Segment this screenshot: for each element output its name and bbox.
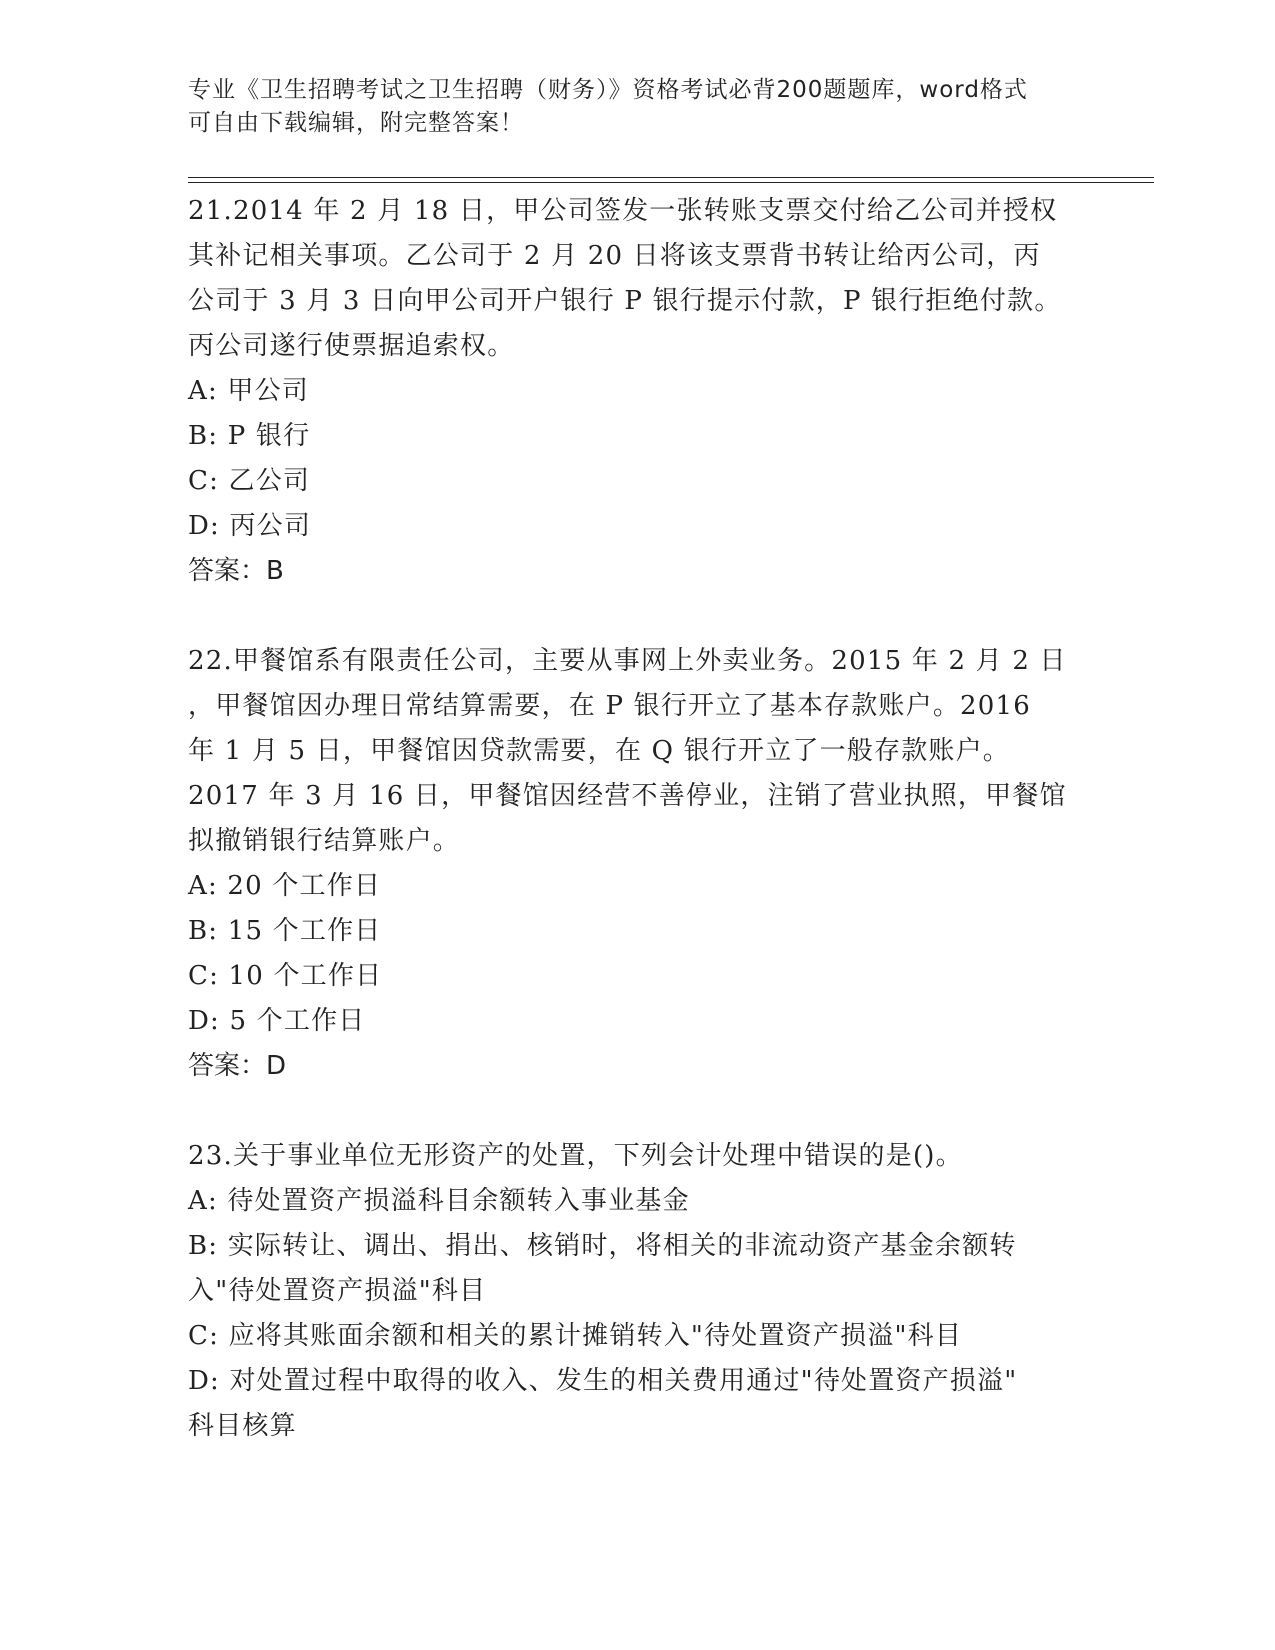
option-d-continued: 科目核算 xyxy=(188,1411,297,1441)
option-a: A: 甲公司 xyxy=(188,376,310,406)
question-stem-line: 公司于 3 月 3 日向甲公司开户银行 P 银行提示付款，P 银行拒绝付款。 xyxy=(188,286,1062,316)
option-d: D: 对处置过程中取得的收入、发生的相关费用通过"待处置资产损溢" xyxy=(188,1366,1018,1396)
header-line: 专业《卫生招聘考试之卫生招聘（财务）》资格考试必背200题题库，word格式 xyxy=(188,77,1028,103)
question-list xyxy=(188,189,1088,1494)
header-divider xyxy=(188,177,1154,178)
option-a: A: 20 个工作日 xyxy=(188,871,382,901)
option-c: C: 应将其账面余额和相关的累计摊销转入"待处置资产损溢"科目 xyxy=(188,1321,963,1351)
answer-key: 答案：D xyxy=(188,1051,287,1081)
answer-key: 答案：B xyxy=(188,556,284,586)
question-stem-line: 22.甲餐馆系有限责任公司，主要从事网上外卖业务。2015 年 2 月 2 日 xyxy=(188,646,1067,676)
header-divider xyxy=(188,182,1154,183)
question-stem-line: 丙公司遂行使票据追索权。 xyxy=(188,331,515,361)
question-stem-line: 2017 年 3 月 16 日，甲餐馆因经营不善停业，注销了营业执照，甲餐馆 xyxy=(188,781,1067,811)
option-b: B: 实际转让、调出、捐出、核销时，将相关的非流动资产基金余额转 xyxy=(188,1231,1017,1261)
question-stem-line: ，甲餐馆因办理日常结算需要，在 P 银行开立了基本存款账户。2016 xyxy=(188,691,1031,721)
option-c: C: 乙公司 xyxy=(188,466,311,496)
question-stem-line: 23.关于事业单位无形资产的处置，下列会计处理中错误的是()。 xyxy=(188,1141,963,1171)
question-23 xyxy=(188,1134,1088,1449)
question-stem-line: 其补记相关事项。乙公司于 2 月 20 日将该支票背书转让给丙公司，丙 xyxy=(188,241,1041,271)
header-line: 可自由下载编辑，附完整答案！ xyxy=(188,110,524,136)
option-a: A: 待处置资产损溢科目余额转入事业基金 xyxy=(188,1186,690,1216)
option-b: B: 15 个工作日 xyxy=(188,916,382,946)
option-b-continued: 入"待处置资产损溢"科目 xyxy=(188,1276,487,1306)
question-stem-line: 拟撤销银行结算账户。 xyxy=(188,826,461,856)
question-21 xyxy=(188,189,1088,594)
question-stem-line: 年 1 月 5 日，甲餐馆因贷款需要，在 Q 银行开立了一般存款账户。 xyxy=(188,736,1010,766)
option-b: B: P 银行 xyxy=(188,421,311,451)
option-c: C: 10 个工作日 xyxy=(188,961,383,991)
option-d: D: 丙公司 xyxy=(188,511,312,541)
option-d: D: 5 个工作日 xyxy=(188,1006,366,1036)
question-22 xyxy=(188,639,1088,1089)
question-stem-line: 21.2014 年 2 月 18 日，甲公司签发一张转账支票交付给乙公司并授权 xyxy=(188,196,1058,226)
document-header xyxy=(188,74,1068,140)
